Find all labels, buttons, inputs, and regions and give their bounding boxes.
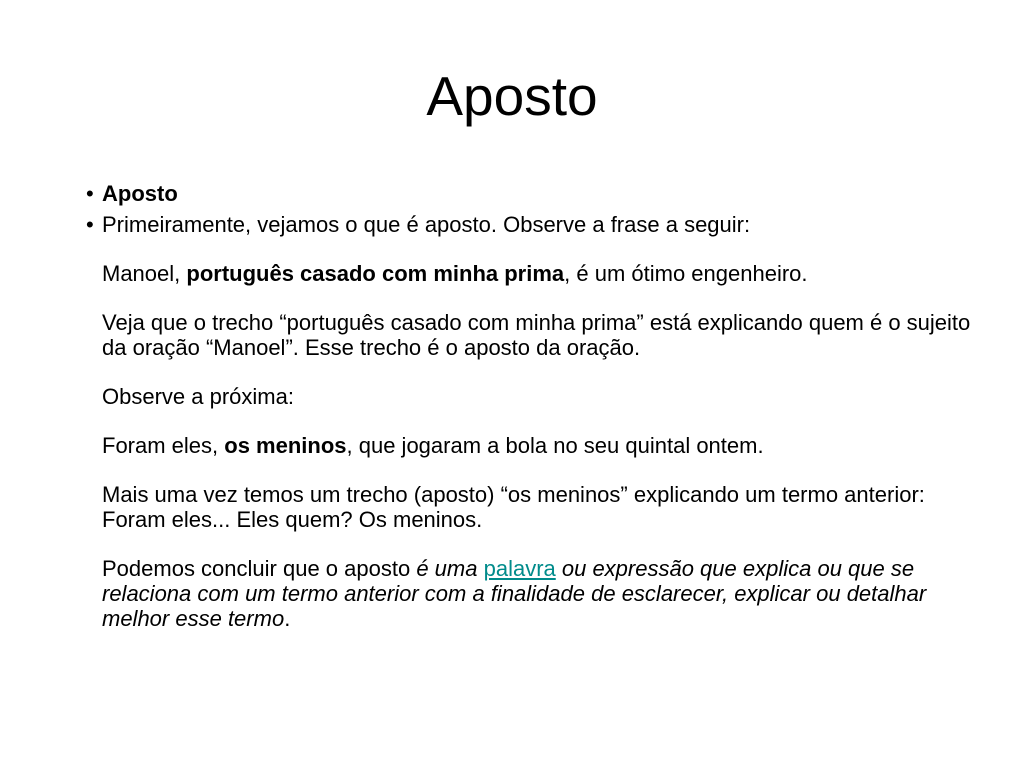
example-1-before: Manoel, <box>102 261 187 286</box>
bullet-item <box>62 181 982 206</box>
explanation-2: Mais uma vez temos um trecho (aposto) “os meninos” explicando um termo anterior: Foram eles... Eles quem? Os meninos. <box>102 482 925 532</box>
example-2-before: Foram eles, <box>102 433 225 458</box>
example-2-after: , que jogaram a bola no seu quintal ontem. <box>346 433 764 458</box>
bullet-marker: • <box>86 181 94 206</box>
example-1-aposto: português casado com minha prima <box>186 261 565 286</box>
example-sentence-2 <box>62 433 982 458</box>
conclusion-italic-2: ou expressão que explica ou que se relaciona com um termo anterior com a finalidade de esclarecer, explicar ou detalhar melhor esse termo <box>102 556 927 631</box>
palavra-link[interactable]: palavra <box>483 556 556 581</box>
slide-content <box>62 181 982 631</box>
example-sentence-1 <box>62 261 982 286</box>
slide-title: Aposto <box>426 65 598 127</box>
conclusion-italic-1: é uma <box>416 556 478 581</box>
next-label: Observe a próxima: <box>102 384 294 409</box>
bullet-heading: Aposto <box>102 181 178 206</box>
bullet-marker: • <box>86 212 94 237</box>
example-1-after: , é um ótimo engenheiro. <box>564 261 808 286</box>
conclusion-period: . <box>284 606 291 631</box>
bullet-item <box>62 212 982 237</box>
example-2-aposto: os meninos <box>224 433 347 458</box>
explanation-1: Veja que o trecho “português casado com minha prima” está explicando quem é o sujeito da oração “Manoel”. Esse trecho é o aposto da oração. <box>102 310 971 360</box>
conclusion <box>62 556 982 631</box>
bullet-text: Primeiramente, vejamos o que é aposto. Observe a frase a seguir: <box>102 212 751 237</box>
conclusion-before: Podemos concluir que o aposto <box>102 556 417 581</box>
